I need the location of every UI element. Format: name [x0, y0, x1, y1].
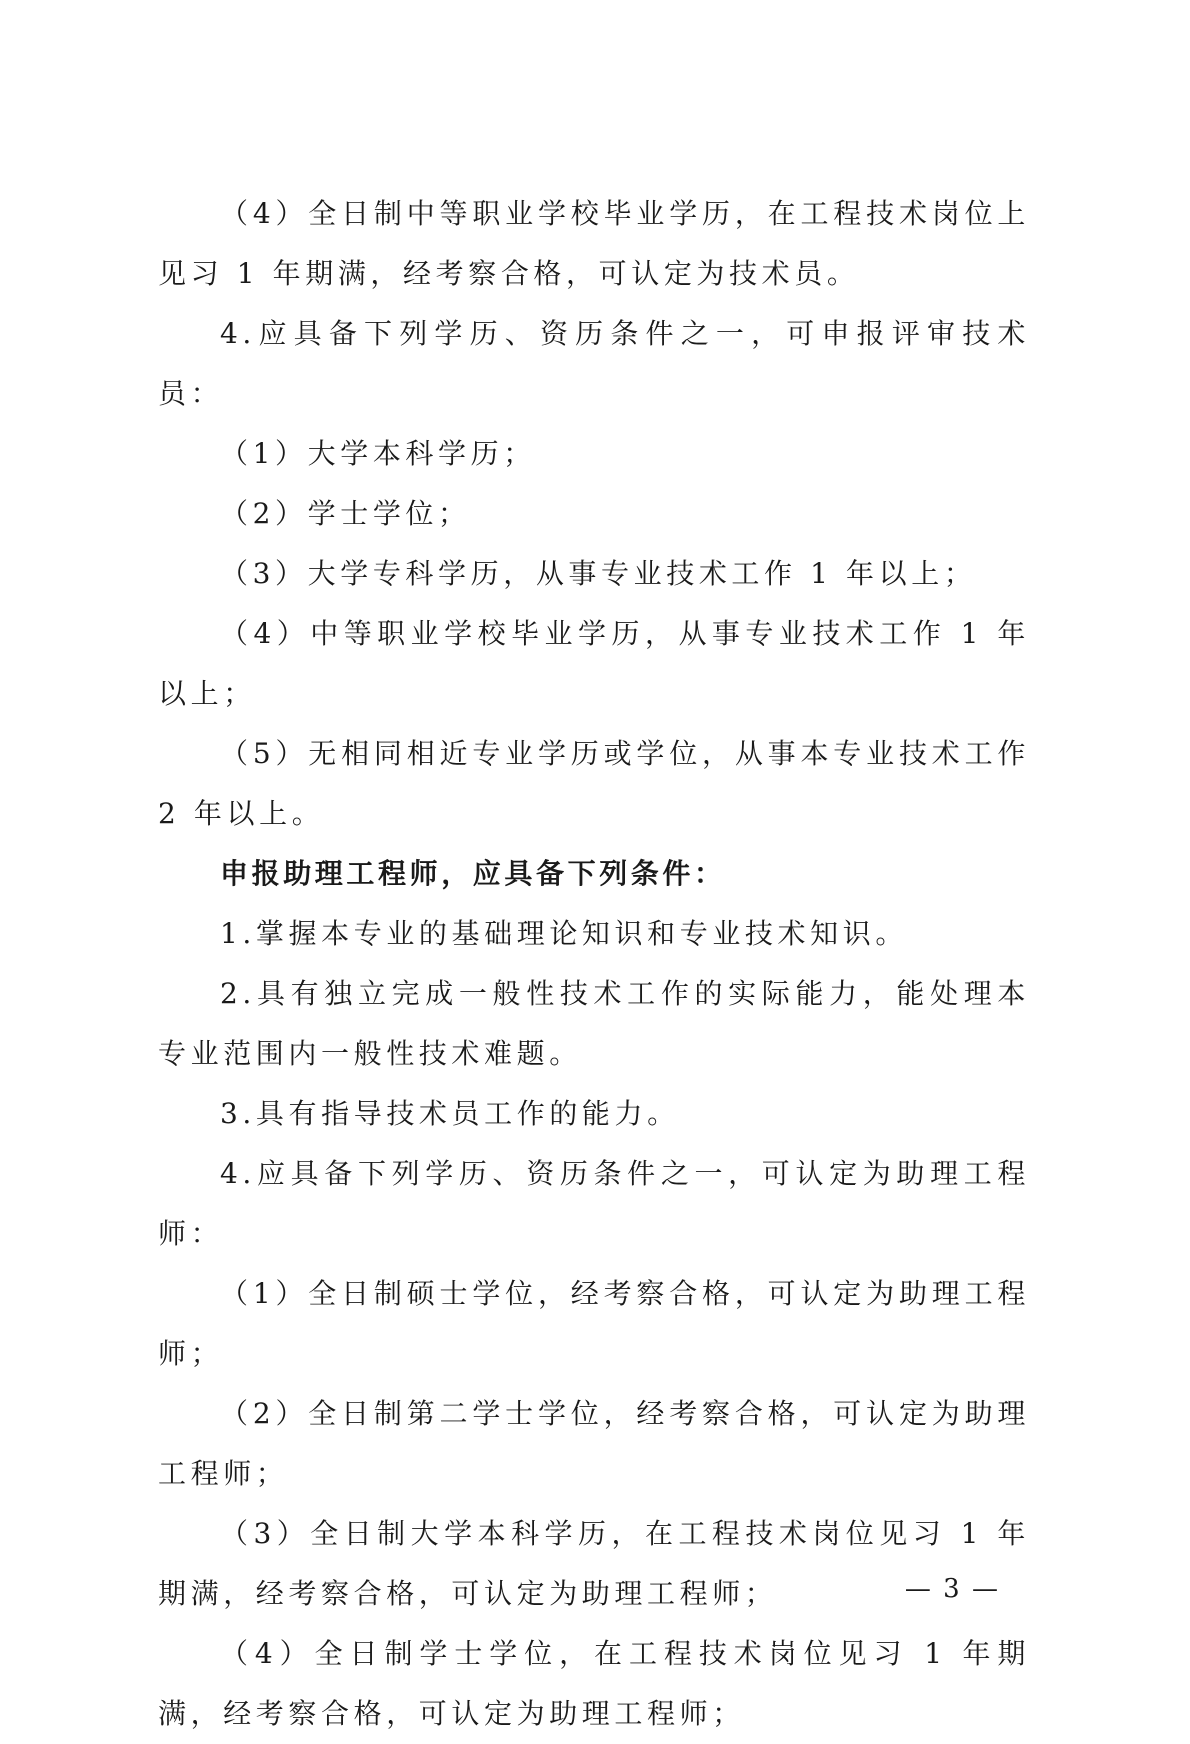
paragraph: 1.掌握本专业的基础理论知识和专业技术知识。 [220, 917, 908, 950]
paragraph: （2）全日制第二学士学位，经考察合格，可认定为助理工程师； [158, 1397, 1030, 1490]
paragraph: 2.具有独立完成一般性技术工作的实际能力，能处理本专业范围内一般性技术难题。 [158, 977, 1030, 1070]
section-heading: 申报助理工程师，应具备下列条件： [220, 857, 726, 890]
paragraph: （3）全日制大学本科学历，在工程技术岗位见习 1 年期满，经考察合格，可认定为助理工程师； [158, 1517, 1030, 1610]
page-number: — 3 — [904, 1574, 1000, 1604]
document-body [158, 184, 1030, 1744]
paragraph: （2）学士学位； [220, 497, 471, 530]
paragraph: 3.具有指导技术员工作的能力。 [220, 1097, 680, 1130]
paragraph: 4.应具备下列学历、资历条件之一，可认定为助理工程师： [158, 1157, 1030, 1250]
paragraph: （4）全日制学士学位，在工程技术岗位见习 1 年期满，经考察合格，可认定为助理工程师； [158, 1637, 1030, 1730]
paragraph: （1）全日制硕士学位，经考察合格，可认定为助理工程师； [158, 1277, 1030, 1370]
paragraph: 4.应具备下列学历、资历条件之一，可申报评审技术员： [158, 317, 1030, 410]
paragraph: （1）大学本科学历； [220, 437, 536, 470]
paragraph: （4）中等职业学校毕业学历，从事专业技术工作 1 年以上； [158, 617, 1030, 710]
paragraph: （5）无相同相近专业学历或学位，从事本专业技术工作 2 年以上。 [158, 737, 1030, 830]
paragraph: （4）全日制中等职业学校毕业学历，在工程技术岗位上见习 1 年期满，经考察合格，可认定为技术员。 [158, 197, 1030, 290]
paragraph: （3）大学专科学历，从事专业技术工作 1 年以上； [220, 557, 977, 590]
